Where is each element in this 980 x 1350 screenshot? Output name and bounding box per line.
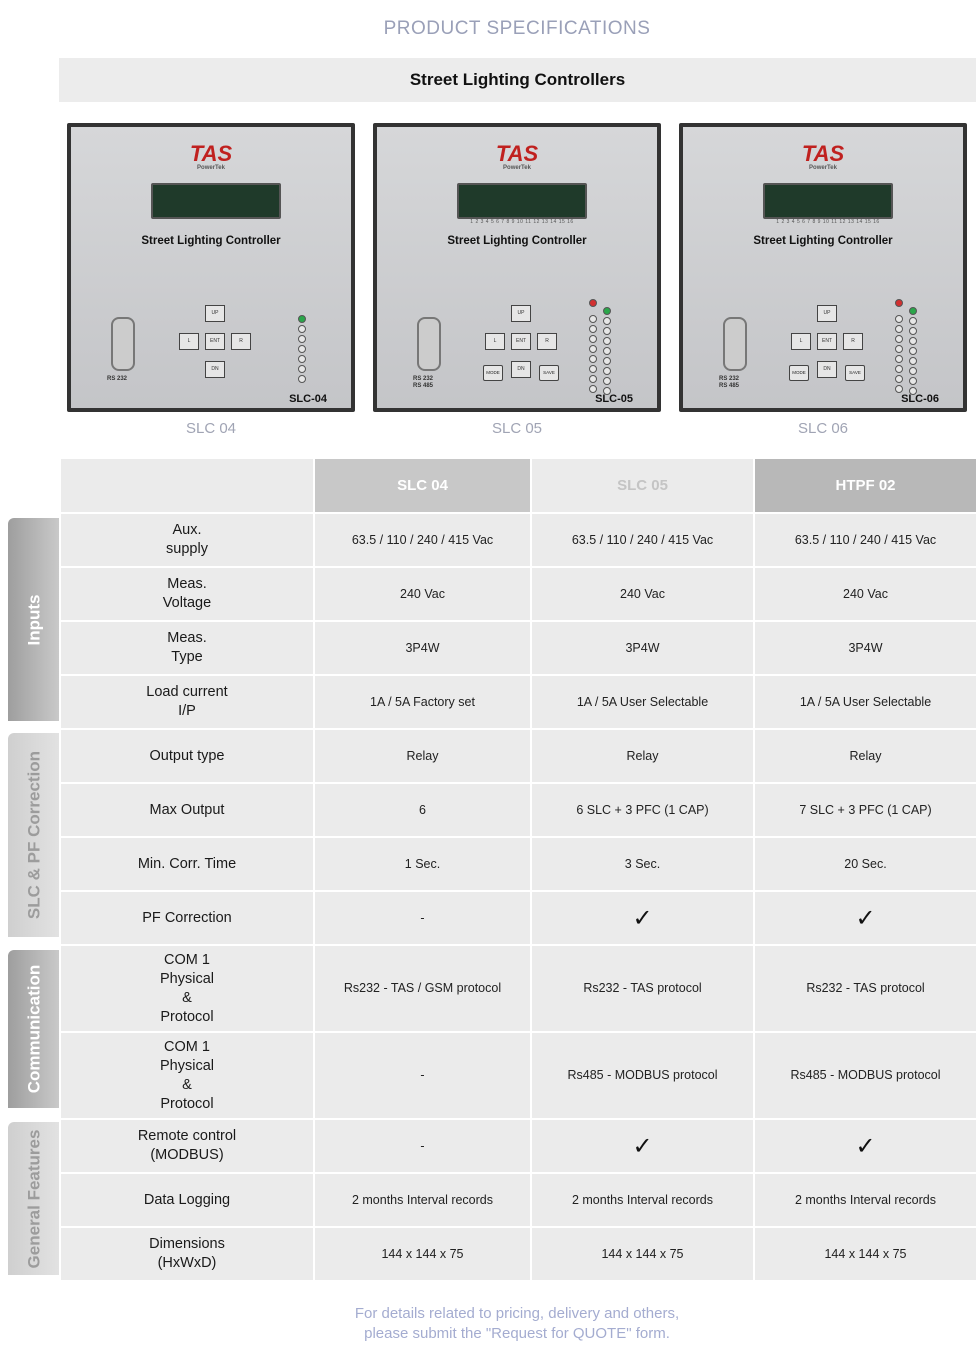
cell: 240 Vac [531,567,754,621]
left-key: L [791,333,811,350]
cell: Relay [754,729,977,783]
check-icon: ✓ [531,891,754,945]
row-label: COM 1 Physical & Protocol [60,945,314,1032]
device-title: Street Lighting Controller [753,235,893,247]
check-icon: ✓ [531,1119,754,1173]
lcd-display [763,183,893,219]
cell: Rs485 - MODBUS protocol [754,1032,977,1119]
enter-key: ENT [511,333,531,350]
cell: 1A / 5A Factory set [314,675,531,729]
table-row [60,1119,977,1173]
table-row [60,513,977,567]
section-tab-inputs [8,518,59,721]
footer-line[interactable]: please submit the "Request for QUOTE" form. [364,1325,670,1342]
device-caption-slc05: SLC 05 [491,420,543,437]
device-model-label: SLC-06 [901,393,939,405]
cell: 3P4W [531,621,754,675]
header-htpf02: HTPF 02 [754,458,977,513]
row-label: Meas. Voltage [60,567,314,621]
cell: 20 Sec. [754,837,977,891]
cell: 63.5 / 110 / 240 / 415 Vac [531,513,754,567]
port-label: RS 232 [107,376,128,382]
tas-logo: TAS PowerTek [189,141,233,171]
cell: 2 months Interval records [314,1173,531,1227]
up-key: UP [205,305,225,322]
down-key: DN [205,361,225,378]
cell: 6 SLC + 3 PFC (1 CAP) [531,783,754,837]
cell: 1A / 5A User Selectable [754,675,977,729]
row-label: Load current I/P [60,675,314,729]
mode-key: MODE [789,365,809,381]
spec-table [59,457,978,1282]
port-label: RS 232 RS 485 [413,376,434,389]
cell: 240 Vac [754,567,977,621]
header-slc05: SLC 05 [531,458,754,513]
row-label: Min. Corr. Time [60,837,314,891]
enter-key: ENT [817,333,837,350]
serial-port-icon [723,317,747,371]
table-row [60,567,977,621]
row-label: Remote control (MODBUS) [60,1119,314,1173]
section-tab-general [8,1122,59,1275]
cell: Relay [314,729,531,783]
device-model-label: SLC-05 [595,393,633,405]
table-row [60,1032,977,1119]
check-icon: ✓ [754,891,977,945]
cell: - [314,1119,531,1173]
cell: - [314,1032,531,1119]
device-title: Street Lighting Controller [141,235,281,247]
row-label: Aux. supply [60,513,314,567]
cell: Rs232 - TAS / GSM protocol [314,945,531,1032]
table-row [60,675,977,729]
table-header-row [60,458,977,513]
down-key: DN [511,361,531,378]
cell: 7 SLC + 3 PFC (1 CAP) [754,783,977,837]
serial-port-icon [111,317,135,371]
serial-port-icon [417,317,441,371]
cell: 1A / 5A User Selectable [531,675,754,729]
led-status-column [895,299,903,309]
device-image-slc05 [373,123,661,412]
led-column-b [909,307,917,397]
product-category-title: Street Lighting Controllers [59,58,976,102]
table-row [60,837,977,891]
cell: Rs232 - TAS protocol [531,945,754,1032]
lcd-numbers: 1 2 3 4 5 6 7 8 9 10 11 12 13 14 15 16 [470,219,574,225]
cell: Rs485 - MODBUS protocol [531,1032,754,1119]
device-image-slc06 [679,123,967,412]
led-status-column [589,299,597,309]
section-tab-slc-pf [8,733,59,937]
enter-key: ENT [205,333,225,350]
cell: - [314,891,531,945]
section-label: SLC & PF Correction [24,750,43,920]
row-label: Data Logging [60,1173,314,1227]
device-caption-slc04: SLC 04 [185,420,237,437]
left-key: L [179,333,199,350]
save-key: SAVE [845,365,865,381]
cell: 144 x 144 x 75 [314,1227,531,1281]
header-slc04: SLC 04 [314,458,531,513]
right-key: R [843,333,863,350]
cell: 6 [314,783,531,837]
cell: 63.5 / 110 / 240 / 415 Vac [754,513,977,567]
tas-logo: TAS PowerTek [495,141,539,171]
led-column-b [603,307,611,397]
left-key: L [485,333,505,350]
cell: Relay [531,729,754,783]
port-label: RS 232 RS 485 [719,376,740,389]
lcd-display [457,183,587,219]
table-row [60,621,977,675]
keypad [173,305,255,385]
cell: 3P4W [314,621,531,675]
device-model-label: SLC-04 [289,393,327,405]
row-label: Meas. Type [60,621,314,675]
right-key: R [231,333,251,350]
cell: 240 Vac [314,567,531,621]
page-heading: PRODUCT SPECIFICATIONS [383,18,651,39]
lcd-numbers: 1 2 3 4 5 6 7 8 9 10 11 12 13 14 15 16 [776,219,880,225]
footer-line: For details related to pricing, delivery and others, [354,1305,680,1322]
lcd-display [151,183,281,219]
led-column [298,315,306,385]
device-caption-slc06: SLC 06 [797,420,849,437]
cell: Rs232 - TAS protocol [754,945,977,1032]
table-row [60,729,977,783]
cell: 2 months Interval records [531,1173,754,1227]
cell: 1 Sec. [314,837,531,891]
cell: 144 x 144 x 75 [754,1227,977,1281]
row-label: COM 1 Physical & Protocol [60,1032,314,1119]
section-label: Communication [24,964,43,1094]
cell: 144 x 144 x 75 [531,1227,754,1281]
cell: 63.5 / 110 / 240 / 415 Vac [314,513,531,567]
table-row [60,1173,977,1227]
footer-note [0,1304,980,1344]
header-blank [60,458,314,513]
save-key: SAVE [539,365,559,381]
cell: 2 months Interval records [754,1173,977,1227]
device-title: Street Lighting Controller [447,235,587,247]
mode-key: MODE [483,365,503,381]
tas-logo: TAS PowerTek [801,141,845,171]
led-column-a [589,315,597,395]
row-label: Dimensions (HxWxD) [60,1227,314,1281]
led-column-a [895,315,903,395]
up-key: UP [817,305,837,322]
table-row [60,891,977,945]
table-row [60,1227,977,1281]
down-key: DN [817,361,837,378]
cell: 3 Sec. [531,837,754,891]
section-label: Inputs [24,594,43,645]
row-label: Output type [60,729,314,783]
right-key: R [537,333,557,350]
section-tab-communication [8,950,59,1108]
check-icon: ✓ [754,1119,977,1173]
table-row [60,945,977,1032]
table-row [60,783,977,837]
cell: 3P4W [754,621,977,675]
section-label: General Features [24,1129,43,1268]
device-image-slc04 [67,123,355,412]
up-key: UP [511,305,531,322]
row-label: Max Output [60,783,314,837]
row-label: PF Correction [60,891,314,945]
